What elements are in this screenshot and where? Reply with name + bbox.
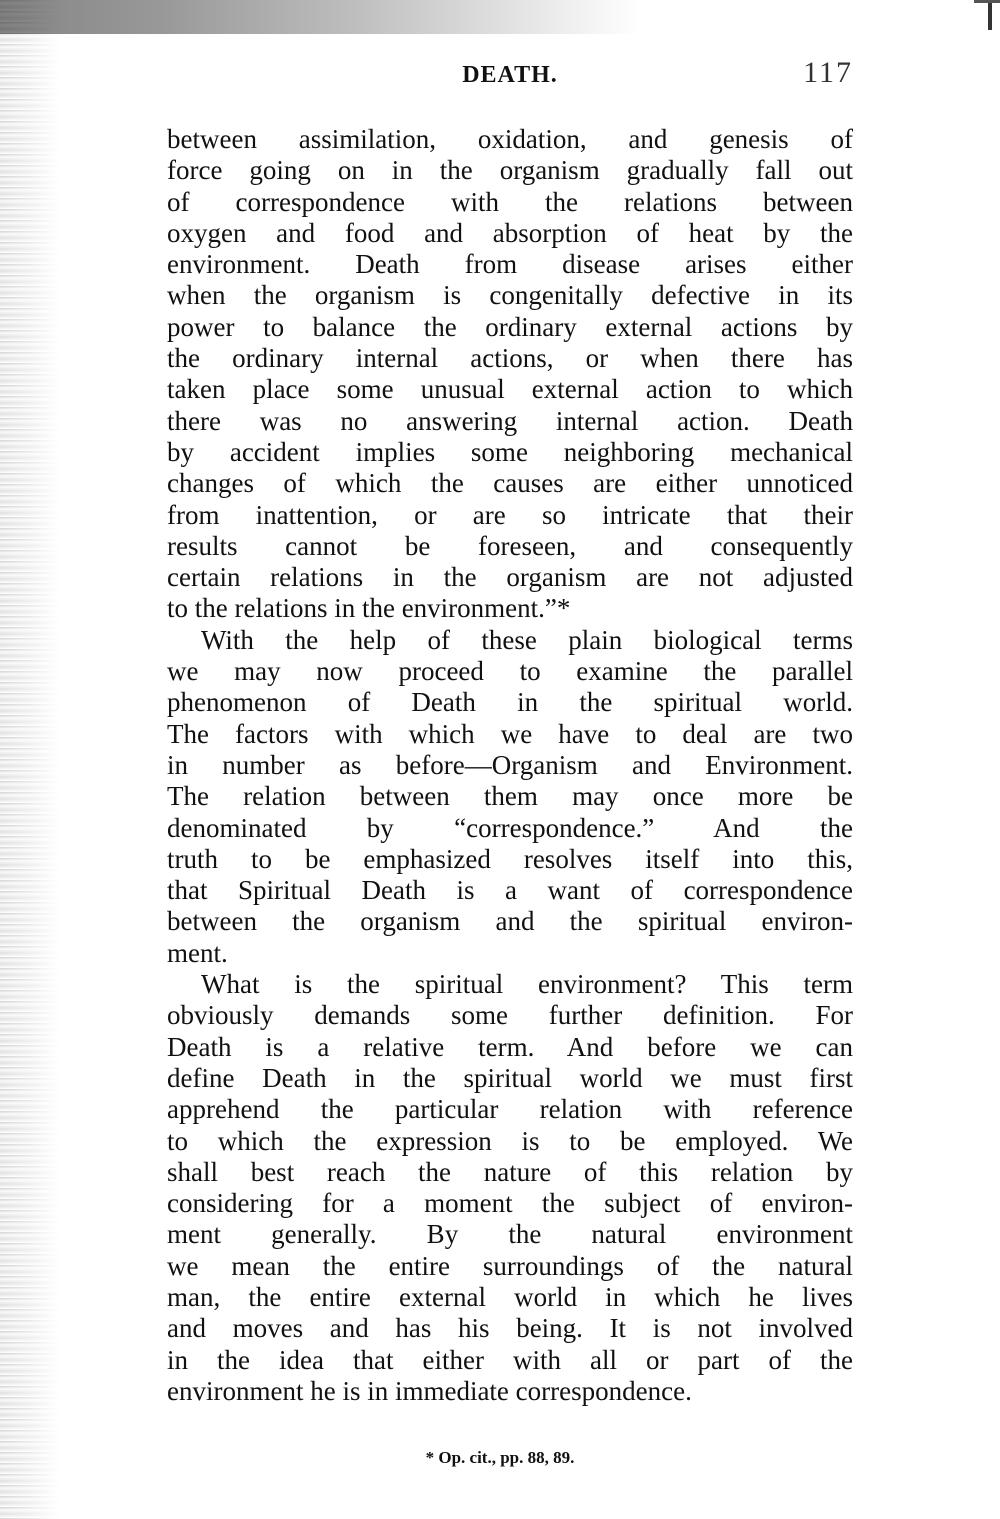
text-line: man, the entire external world in which he lives [167, 1281, 853, 1312]
text-line: the ordinary internal actions, or when there has [167, 343, 853, 374]
scan-shadow-gutter [0, 0, 60, 1519]
running-head [167, 56, 853, 96]
text-line: when the organism is congenitally defective in its [167, 280, 853, 311]
text-line: there was no answering internal action. Death [167, 405, 853, 436]
text-line: and moves and has his being. It is not involved [167, 1313, 853, 1344]
text-line: from inattention, or are so intricate that their [167, 499, 853, 530]
text-line: phenomenon of Death in the spiritual world. [167, 687, 853, 718]
text-line: obviously demands some further definition. For [167, 1000, 853, 1031]
text-line: environment he is in immediate correspondence. [167, 1375, 692, 1406]
text-line: between the organism and the spiritual environ- [167, 906, 853, 937]
text-line: shall best reach the nature of this relation by [167, 1156, 853, 1187]
paragraph-start-line: With the help of these plain biological terms [201, 624, 853, 655]
text-line: apprehend the particular relation with reference [167, 1094, 853, 1125]
running-title: DEATH. [462, 62, 558, 88]
text-line: ment. [167, 937, 228, 968]
text-line: taken place some unusual external action to which [167, 374, 853, 405]
text-line: define Death in the spiritual world we must first [167, 1062, 853, 1093]
body-text [167, 124, 853, 1407]
text-line: certain relations in the organism are not adjusted [167, 562, 853, 593]
text-line: that Spiritual Death is a want of correspondence [167, 875, 853, 906]
text-line: The factors with which we have to deal are two [167, 718, 853, 749]
text-line: denominated by “correspondence.” And the [167, 812, 853, 843]
text-line: power to balance the ordinary external actions by [167, 311, 853, 342]
text-line: ment generally. By the natural environment [167, 1219, 853, 1250]
text-line: considering for a moment the subject of environ- [167, 1188, 853, 1219]
corner-mark [988, 0, 992, 30]
text-line: we mean the entire surroundings of the natural [167, 1250, 853, 1281]
text-line: in the idea that either with all or part of the [167, 1344, 853, 1375]
text-line: changes of which the causes are either unnoticed [167, 468, 853, 499]
footnote: * Op. cit., pp. 88, 89. [425, 1448, 575, 1467]
text-line: oxygen and food and absorption of heat by the [167, 217, 853, 248]
text-line: by accident implies some neighboring mechanical [167, 436, 853, 467]
text-line: truth to be emphasized resolves itself into this, [167, 843, 853, 874]
text-line: results cannot be foreseen, and consequently [167, 530, 853, 561]
scan-shadow-top [0, 0, 640, 34]
text-line: The relation between them may once more be [167, 781, 853, 812]
text-line: Death is a relative term. And before we can [167, 1031, 853, 1062]
text-line: of correspondence with the relations between [167, 186, 853, 217]
text-line: we may now proceed to examine the parallel [167, 656, 853, 687]
paragraph-start-line: What is the spiritual environment? This term [201, 969, 853, 1000]
text-line: force going on in the organism gradually fall out [167, 155, 853, 186]
text-line: in number as before—Organism and Environment. [167, 749, 853, 780]
text-line: to which the expression is to be employed. We [167, 1125, 853, 1156]
text-line: to the relations in the environment.”* [167, 593, 571, 624]
text-line: environment. Death from disease arises either [167, 249, 853, 280]
page-number: 117 [803, 56, 853, 89]
text-line: between assimilation, oxidation, and genesis of [167, 124, 853, 154]
